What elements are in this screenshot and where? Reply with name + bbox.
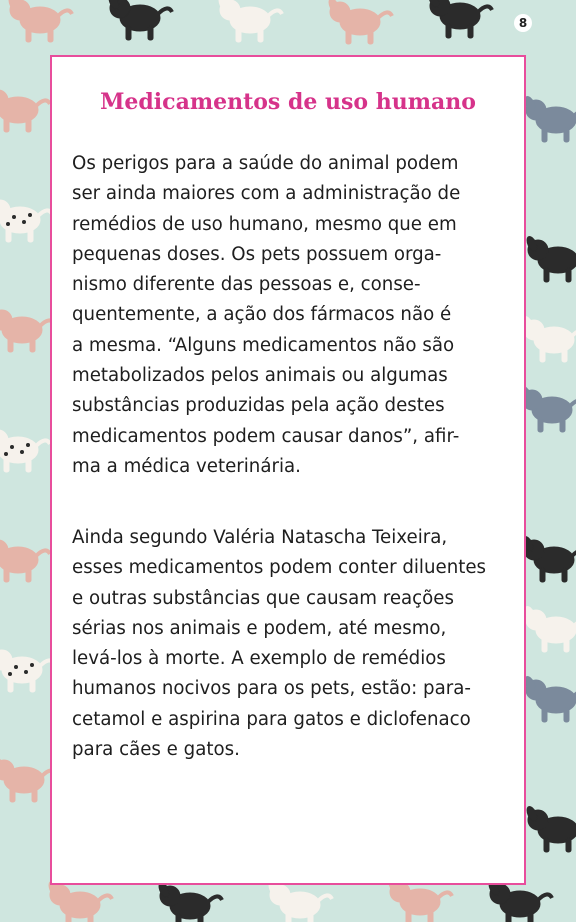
article-card — [50, 55, 526, 885]
article-title: Medicamentos de uso humano — [100, 89, 476, 115]
article-paragraph-2: Ainda segundo Valéria Natascha Teixeira, esses medicamentos podem conter diluentes e outras substâncias que causam reações sérias nos animais e podem, até mesmo, levá-los à morte. A exemplo de remédios humanos nocivos para os pets, estão: para- cetamol e aspirina para gatos e diclofenaco para cães e gatos. — [72, 527, 487, 761]
page-number: 8 — [514, 14, 532, 32]
article-paragraph-1: Os perigos para a saúde do animal podem ser ainda maiores com a administração de remédios de uso humano, mesmo que em pequenas doses. Os pets possuem orga- nismo diferente das pessoas e, conse- quentemente, a ação dos fármacos não é a mesma. “Alguns medicamentos não são metabolizados pelos animais ou algumas substâncias produzidas pela ação destes medicamentos podem causar danos”, afir- ma a médica veterinária. — [72, 153, 461, 477]
